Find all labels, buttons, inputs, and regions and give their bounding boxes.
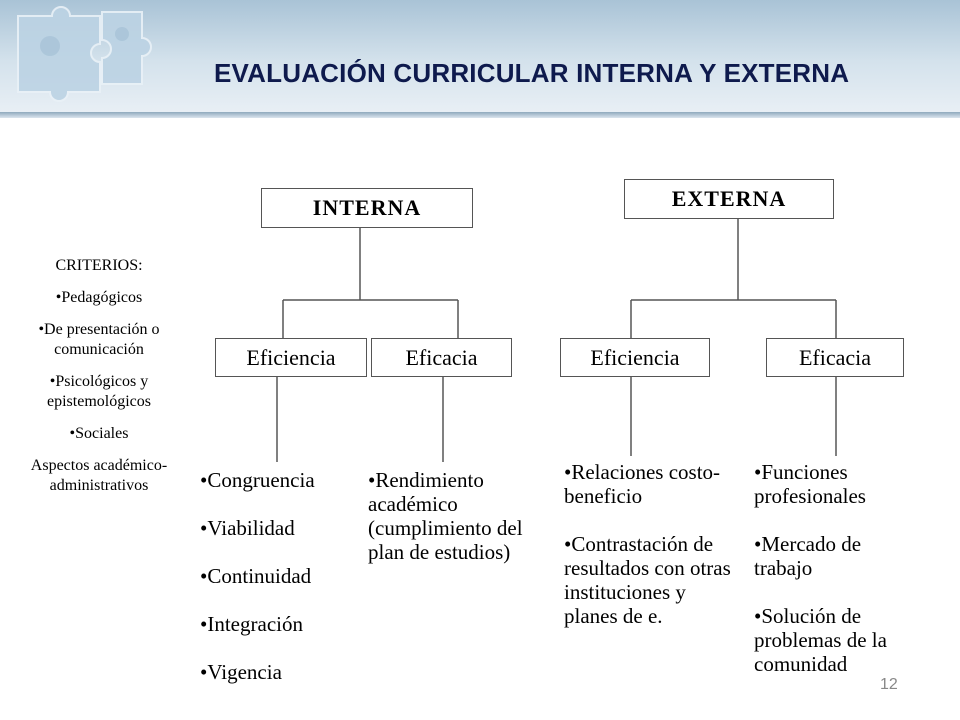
list-item: •Rendimiento académico (cumplimiento del plan de estudios) bbox=[368, 468, 523, 564]
externa-eficacia-list bbox=[754, 460, 906, 684]
list-item: •Continuidad bbox=[200, 564, 312, 588]
list-item: •Integración bbox=[200, 612, 303, 636]
list-item: •Viabilidad bbox=[200, 516, 295, 540]
externa-eficacia-box: Eficacia bbox=[766, 338, 904, 377]
list-item: •Solución de problemas de la comunidad bbox=[754, 604, 887, 676]
interna-eficiencia-box: Eficiencia bbox=[215, 338, 367, 377]
externa-eficiencia-box: Eficiencia bbox=[560, 338, 710, 377]
externa-box: EXTERNA bbox=[624, 179, 834, 219]
criteria-item: •Sociales bbox=[69, 425, 129, 442]
criteria-heading: CRITERIOS: bbox=[55, 257, 143, 274]
criteria-item: •De presentación o comunicación bbox=[38, 321, 160, 358]
interna-box: INTERNA bbox=[261, 188, 473, 228]
list-item: •Funciones profesionales bbox=[754, 460, 866, 508]
list-item: •Mercado de trabajo bbox=[754, 532, 862, 580]
list-item: •Congruencia bbox=[200, 468, 315, 492]
interna-eficiencia-list bbox=[200, 468, 360, 708]
list-item: •Vigencia bbox=[200, 660, 282, 684]
criteria-list bbox=[14, 256, 184, 508]
list-item: •Relaciones costo-beneficio bbox=[564, 460, 721, 508]
interna-eficacia-list bbox=[368, 468, 536, 588]
interna-eficacia-box: Eficacia bbox=[371, 338, 512, 377]
slide-title: EVALUACIÓN CURRICULAR INTERNA Y EXTERNA bbox=[214, 58, 850, 88]
slide-page-number: 12 bbox=[880, 676, 898, 693]
externa-eficiencia-list bbox=[564, 460, 734, 636]
criteria-item: •Psicológicos y epistemológicos bbox=[47, 373, 151, 410]
criteria-item: •Pedagógicos bbox=[55, 289, 143, 306]
list-item: •Contrastación de resultados con otras instituciones y planes de e. bbox=[564, 532, 731, 628]
criteria-item: Aspectos académico-administrativos bbox=[30, 457, 168, 494]
